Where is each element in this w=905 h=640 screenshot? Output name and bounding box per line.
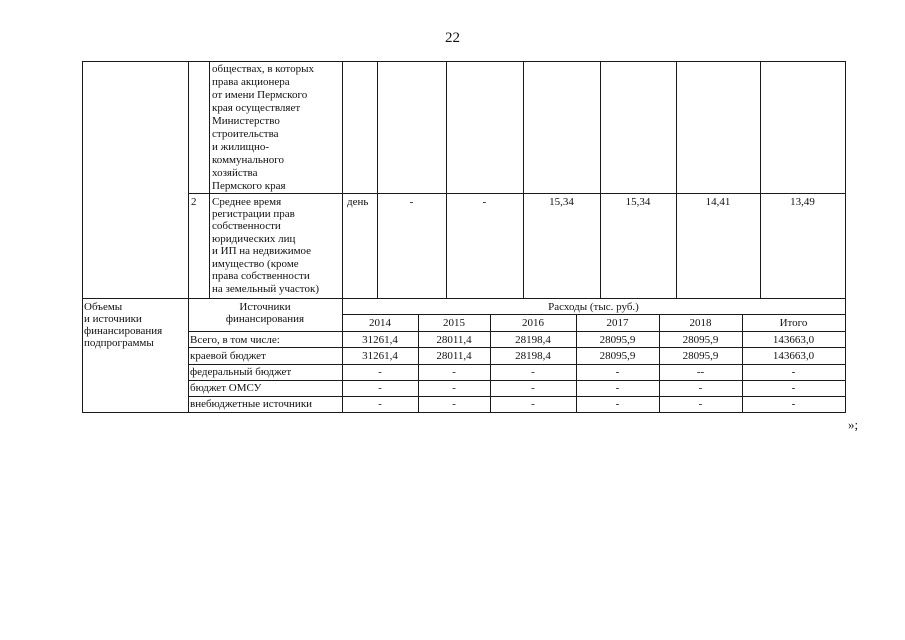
financing-cell: - [791, 398, 796, 410]
page-number: 22 [445, 30, 460, 46]
year-header: 2014 [369, 317, 391, 329]
indicator-value: - [482, 196, 487, 208]
closing-quote-mark: »; [848, 417, 859, 432]
indicator-value: - [409, 196, 414, 208]
financing-cell: - [378, 366, 382, 378]
expenses-header: Расходы (тыс. руб.) [548, 301, 639, 313]
column-divider [209, 61, 210, 299]
indicator-value: 15,34 [625, 196, 651, 208]
indicator-number: 2 [191, 196, 197, 208]
section-divider [82, 298, 845, 299]
financing-cell: 28011,4 [436, 334, 472, 346]
sources-header-line: финансирования [225, 313, 305, 325]
cell-text-line: строительства [212, 128, 279, 140]
financing-cell: - [531, 382, 535, 394]
cell-text-line: коммунального [212, 154, 284, 166]
indicator-value: 15,34 [549, 196, 574, 208]
financing-cell: - [615, 366, 620, 378]
financing-cell: - [378, 382, 382, 394]
row-divider [188, 364, 845, 365]
financing-cell: - [698, 382, 703, 394]
financing-cell: 28198,4 [515, 334, 551, 346]
table-border-bottom [82, 412, 845, 413]
sources-header-line: Источники [239, 301, 291, 313]
indicator-name-line: собственности [212, 220, 281, 232]
financing-label-line: подпрограммы [84, 337, 154, 349]
cell-text-line: права акционера [212, 76, 290, 88]
financing-cell: 31261,4 [362, 334, 398, 346]
indicator-name-line: имущество (кроме [212, 258, 299, 270]
financing-row-label: внебюджетные источники [190, 398, 313, 410]
financing-cell: 28011,4 [436, 350, 472, 362]
financing-cell: - [452, 398, 456, 410]
column-divider [600, 61, 601, 299]
financing-row-label: бюджет ОМСУ [190, 382, 262, 394]
financing-cell: - [531, 366, 535, 378]
financing-row-label: краевой бюджет [190, 350, 266, 362]
row-divider [188, 347, 845, 348]
year-header: Итого [779, 317, 808, 329]
year-header: 2017 [606, 317, 629, 329]
row-divider [188, 396, 845, 397]
financing-cell: 28095,9 [682, 350, 719, 362]
cell-text-line: края осуществляет [212, 102, 301, 114]
financing-label-line: финансирования [84, 325, 163, 337]
cell-text-line: обществах, в которых [212, 63, 314, 75]
financing-cell: - [615, 382, 620, 394]
indicator-value: 14,41 [705, 196, 731, 208]
financing-cell: - [791, 382, 796, 394]
financing-cell: - [452, 366, 456, 378]
financing-row-label: федеральный бюджет [190, 366, 292, 378]
column-divider [523, 61, 524, 299]
financing-cell: - [378, 398, 382, 410]
indicator-value: 13,49 [790, 196, 815, 208]
financing-cell: 28095,9 [599, 350, 636, 362]
financing-label-line: Объемы [84, 301, 123, 313]
years-row-bottom [188, 331, 845, 332]
year-header: 2016 [522, 317, 544, 329]
financing-cell: -- [696, 366, 705, 378]
financing-cell: - [615, 398, 620, 410]
financing-cell: 28095,9 [599, 334, 636, 346]
indicator-name-line: и ИП на недвижимое [212, 245, 312, 257]
column-divider [760, 61, 761, 299]
row-divider [188, 380, 845, 381]
cell-text-line: Министерство [212, 115, 280, 127]
financing-cell: - [531, 398, 535, 410]
table-border-top [82, 61, 845, 62]
column-divider [676, 61, 677, 299]
indicator-name-line: на земельный участок) [212, 283, 319, 295]
financing-cell: - [698, 398, 703, 410]
financing-cell: 143663,0 [772, 334, 815, 346]
indicator-name-line: регистрации прав [212, 208, 295, 220]
cell-text-line: и жилищно- [212, 141, 270, 153]
financing-label-line: и источники [84, 313, 142, 325]
cell-text-line: хозяйства [212, 167, 258, 179]
column-divider [377, 61, 378, 299]
year-header: 2015 [443, 317, 465, 329]
indicator-name-line: права собственности [212, 270, 310, 282]
indicator-name-line: Среднее время [212, 196, 282, 208]
cell-text-line: от имени Пермского [212, 89, 308, 101]
financing-cell: 143663,0 [772, 350, 815, 362]
financing-cell: - [791, 366, 796, 378]
column-divider [188, 61, 189, 413]
year-header: 2018 [689, 317, 712, 329]
table-border-right [845, 61, 846, 413]
financing-cell: 28198,4 [515, 350, 551, 362]
indicator-unit: день [347, 196, 369, 208]
table-border-left [82, 61, 83, 413]
column-divider [446, 61, 447, 299]
cell-text-line: Пермского края [212, 180, 286, 192]
row-divider [188, 193, 845, 194]
financing-cell: 28095,9 [682, 334, 719, 346]
financing-cell: 31261,4 [362, 350, 398, 362]
indicator-name-line: юридических лиц [212, 233, 296, 245]
financing-cell: - [452, 382, 456, 394]
financing-row-label: Всего, в том числе: [190, 334, 280, 346]
